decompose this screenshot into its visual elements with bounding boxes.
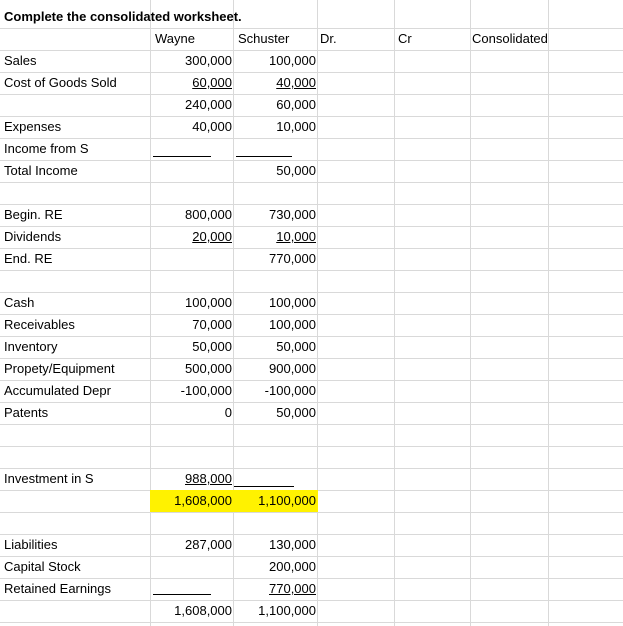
schuster-value-text: 770,000 bbox=[269, 581, 316, 596]
row-label: Inventory bbox=[4, 339, 58, 354]
schuster-value bbox=[234, 72, 316, 94]
worksheet-title: Complete the consolidated worksheet. bbox=[4, 9, 242, 24]
row-label: Patents bbox=[4, 405, 49, 420]
blank-answer-line bbox=[153, 594, 211, 595]
schuster-value: 200,000 bbox=[269, 559, 316, 574]
header-cr: Cr bbox=[398, 31, 412, 46]
gridline bbox=[0, 138, 623, 139]
row-label: Begin. RE bbox=[4, 207, 63, 222]
schuster-value: 770,000 bbox=[269, 251, 316, 266]
schuster-value bbox=[234, 226, 316, 248]
header-dr: Dr. bbox=[320, 31, 337, 46]
row-label: Receivables bbox=[4, 317, 75, 332]
schuster-value: 130,000 bbox=[269, 537, 316, 552]
schuster-value-text: 10,000 bbox=[276, 229, 316, 244]
schuster-value: 100,000 bbox=[269, 53, 316, 68]
row-label: Cash bbox=[4, 295, 35, 310]
gridline bbox=[0, 622, 623, 623]
schuster-value: 50,000 bbox=[276, 163, 316, 178]
row-label: Expenses bbox=[4, 119, 62, 134]
schuster-value bbox=[234, 578, 316, 600]
wayne-total-assets: 1,608,000 bbox=[174, 493, 232, 508]
row-label: Sales bbox=[4, 53, 37, 68]
schuster-value: 50,000 bbox=[276, 405, 316, 420]
schuster-value: 50,000 bbox=[276, 339, 316, 354]
wayne-value-text: 60,000 bbox=[192, 75, 232, 90]
wayne-value: 287,000 bbox=[185, 537, 232, 552]
wayne-value bbox=[150, 226, 232, 248]
schuster-total-liab-equity: 1,100,000 bbox=[258, 603, 316, 618]
wayne-value: 40,000 bbox=[192, 119, 232, 134]
wayne-value: 100,000 bbox=[185, 295, 232, 310]
wayne-value: 300,000 bbox=[185, 53, 232, 68]
gridline bbox=[0, 424, 623, 425]
wayne-value bbox=[150, 72, 232, 94]
wayne-value: -100,000 bbox=[180, 383, 232, 398]
wayne-value: 500,000 bbox=[185, 361, 232, 376]
row-label: Propety/Equipment bbox=[4, 361, 115, 376]
row-label: Accumulated Depr bbox=[4, 383, 111, 398]
gridline bbox=[0, 512, 623, 513]
wayne-value: 0 bbox=[224, 405, 232, 420]
header-schuster: Schuster bbox=[238, 31, 290, 46]
header-wayne: Wayne bbox=[155, 31, 195, 46]
wayne-value: 50,000 bbox=[192, 339, 232, 354]
gridline bbox=[0, 270, 623, 271]
schuster-value: 900,000 bbox=[269, 361, 316, 376]
schuster-value: 730,000 bbox=[269, 207, 316, 222]
schuster-value: 10,000 bbox=[276, 119, 316, 134]
row-label: Cost of Goods Sold bbox=[4, 75, 117, 90]
wayne-value: 70,000 bbox=[192, 317, 232, 332]
wayne-value-text: 988,000 bbox=[185, 471, 232, 486]
row-label: Total Income bbox=[4, 163, 78, 178]
blank-answer-line bbox=[236, 156, 292, 157]
gridline bbox=[0, 446, 623, 447]
gridline bbox=[0, 182, 623, 183]
wayne-total-liab-equity: 1,608,000 bbox=[174, 603, 232, 618]
wayne-value bbox=[150, 468, 232, 490]
wayne-value: 240,000 bbox=[185, 97, 232, 112]
schuster-value: 100,000 bbox=[269, 317, 316, 332]
row-label: End. RE bbox=[4, 251, 53, 266]
row-label: Income from S bbox=[4, 141, 89, 156]
row-label: Liabilities bbox=[4, 537, 58, 552]
row-label: Capital Stock bbox=[4, 559, 81, 574]
schuster-value: -100,000 bbox=[264, 383, 316, 398]
row-label: Investment in S bbox=[4, 471, 94, 486]
row-label: Dividends bbox=[4, 229, 62, 244]
header-consolidated: Consolidated bbox=[472, 31, 548, 46]
schuster-value-text: 40,000 bbox=[276, 75, 316, 90]
schuster-value: 100,000 bbox=[269, 295, 316, 310]
wayne-value: 800,000 bbox=[185, 207, 232, 222]
blank-answer-line bbox=[234, 486, 294, 487]
blank-answer-line bbox=[153, 156, 211, 157]
row-label: Retained Earnings bbox=[4, 581, 111, 596]
wayne-value-text: 20,000 bbox=[192, 229, 232, 244]
schuster-total-assets: 1,100,000 bbox=[258, 493, 316, 508]
schuster-value: 60,000 bbox=[276, 97, 316, 112]
